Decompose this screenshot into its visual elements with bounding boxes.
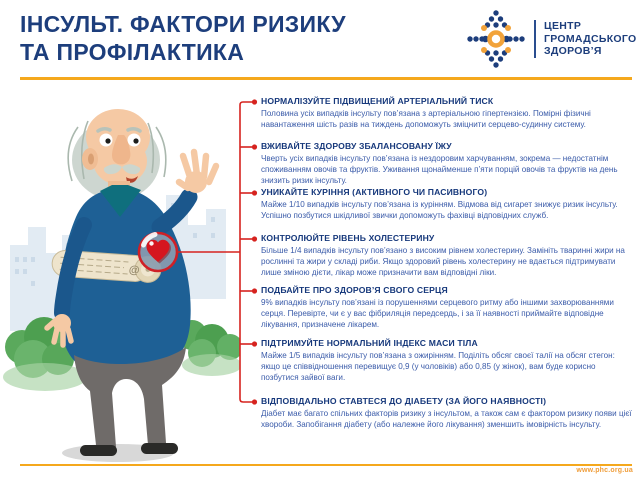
risk-item-title: ПІДТРИМУЙТЕ НОРМАЛЬНИЙ ІНДЕКС МАСИ ТІЛА — [261, 338, 478, 348]
risk-item-smoking — [261, 187, 635, 221]
website-link[interactable]: www.phc.org.ua — [576, 467, 633, 474]
heart-badge-icon — [139, 233, 177, 271]
risk-item-title: ВЖИВАЙТЕ ЗДОРОВУ ЗБАЛАНСОВАНУ ЇЖУ — [261, 141, 452, 151]
risk-item-cholesterol — [261, 233, 635, 278]
risk-item-title: УНИКАЙТЕ КУРІННЯ (АКТИВНОГО ЧИ ПАСИВНОГО) — [261, 187, 488, 197]
risk-item-healthy-food — [261, 141, 635, 186]
shoe-right — [141, 443, 178, 454]
bullet-dots — [252, 99, 257, 404]
risk-item-title: НОРМАЛІЗУЙТЕ ПІДВИЩЕНИЙ АРТЕРІАЛЬНИЙ ТИСК — [261, 96, 494, 106]
risk-item-body: Більше 1/4 випадків інсульту пов’язано з високим рівнем холестерину. Замініть тваринні жири на рослинні та жири у складі риби. Якщо здоровий рівень холестерину не вдається підтримувати лише зміною дієти, лікар може призначити вам відповідні ліки. — [261, 246, 625, 277]
at-symbol: @ — [128, 264, 140, 277]
org-name-line1: ЦЕНТР — [544, 20, 582, 33]
page-title-line2: ТА ПРОФІЛАКТИКА — [20, 39, 245, 65]
risk-item-body: Майже 1/5 випадків інсульту пов’язана з ожирінням. Поділіть обсяг своєї талії на обсяг стегон: якщо це співвідношення перевищує 0,9 (у чоловіків) або 0,85 (у жінок), вам буде корисно позбутися зайвої ваги. — [261, 351, 615, 382]
risk-item-heart-health — [261, 285, 635, 330]
risk-item-body: Половина усіх випадків інсульту пов’язана з артеріальною гіпертензією. Помірні фізичні навантаження шість разів на тиждень допоможуть зміцнити серцево-судинну систему. — [261, 109, 591, 129]
risk-item-body: 9% випадків інсульту пов’язані із порушеннями серцевого ритму або іншими захворюваннями серця. Перевірте, чи є у вас фібриляція передсердь, і за її наявності приймайте відповідне лікування, призначене лікарем. — [261, 298, 614, 329]
phc-logo-icon — [464, 6, 528, 72]
logo-divider — [534, 20, 536, 58]
risk-item-body-mass-index — [261, 338, 635, 383]
page-title-line1: ІНСУЛЬТ. ФАКТОРИ РИЗИКУ — [20, 11, 346, 37]
risk-item-body: Чверть усіх випадків інсульту пов’язана із нездоровим харчуванням, зокрема — недостатнім споживанням овочів та фруктів. Уживання щонайменше п’яти порцій овочів та фруктів на день знизить ризик інсульту. — [261, 154, 618, 185]
phc-logo — [464, 6, 637, 72]
org-name — [544, 20, 636, 58]
risk-item-title: ВІДПОВІДАЛЬНО СТАВТЕСЯ ДО ДІАБЕТУ (ЗА ЙОГО НАЯВНОСТІ) — [261, 396, 547, 406]
shoe-left — [80, 445, 117, 456]
header-divider-line — [20, 77, 632, 80]
risk-item-title: ПОДБАЙТЕ ПРО ЗДОРОВ’Я СВОГО СЕРЦЯ — [261, 285, 448, 295]
page-title — [20, 10, 346, 66]
elderly-man-illustration — [0, 85, 240, 465]
risk-item-diabetes — [261, 396, 635, 430]
risk-item-body: Діабет має багато спільних факторів ризику з інсультом, а також сам є фактором ризику появи цієї хвороби. Запобігання діабету (або належне його лікування) зменшить імовірність інсульту. — [261, 409, 632, 429]
risk-item-blood-pressure — [261, 96, 635, 130]
org-name-line3: ЗДОРОВ’Я — [544, 45, 602, 58]
org-name-line2: ГРОМАДСЬКОГО — [544, 32, 637, 45]
risk-item-title: КОНТРОЛЮЙТЕ РІВЕНЬ ХОЛЕСТЕРИНУ — [261, 233, 435, 243]
risk-item-body: Майже 1/10 випадків інсульту пов’язана із курінням. Відмова від сигарет знижує ризик інсульту. Успішно позбутися шкідливої звички допоможуть фахівці відповідних служб. — [261, 200, 618, 220]
